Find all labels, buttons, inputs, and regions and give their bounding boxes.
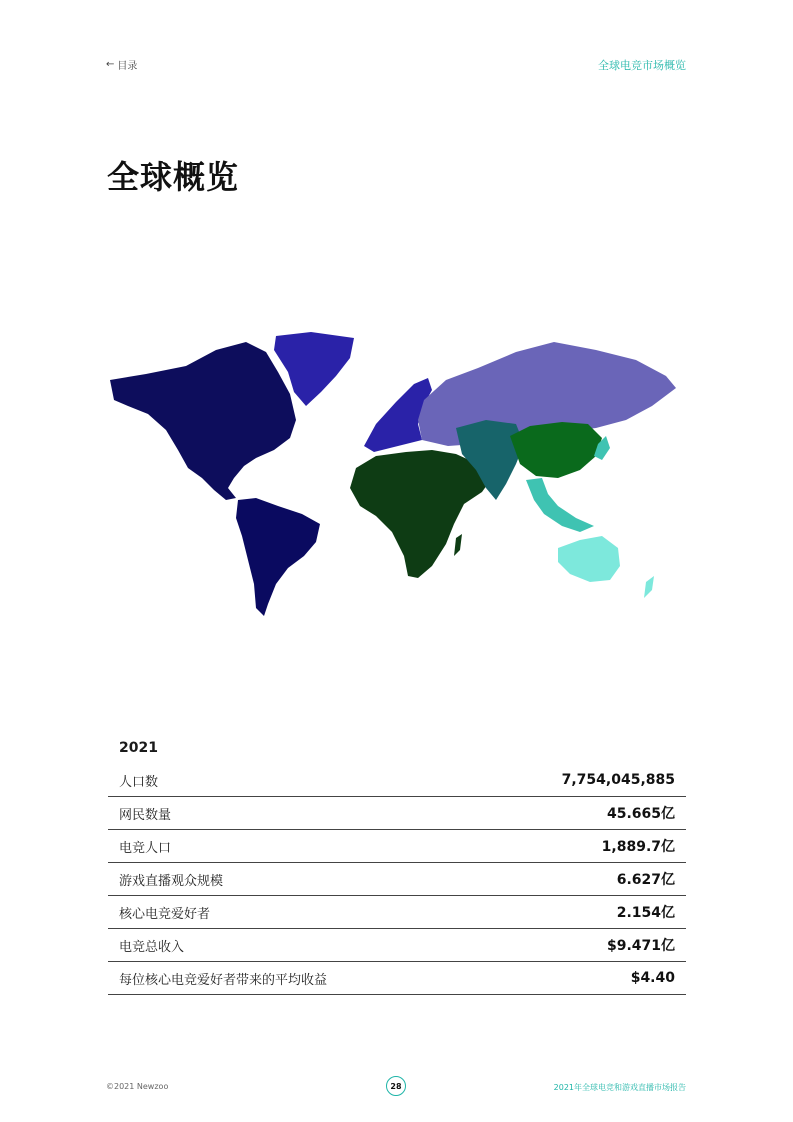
region-oceania bbox=[558, 536, 620, 582]
stats-table bbox=[108, 736, 686, 995]
table-row bbox=[108, 896, 686, 929]
region-middle-east-africa bbox=[350, 450, 492, 578]
row-value: 6.627亿 bbox=[616, 872, 675, 888]
table-row bbox=[108, 863, 686, 896]
section-title[interactable]: 全球电竞市场概览 bbox=[598, 59, 686, 72]
region-china bbox=[510, 422, 602, 478]
footer-report-title: 2021年全球电竞和游戏直播市场报告 bbox=[553, 1083, 686, 1092]
row-label: 核心电竞爱好者 bbox=[119, 906, 211, 922]
row-label: 人口数 bbox=[119, 774, 159, 790]
region-latin-america bbox=[236, 498, 320, 616]
table-row bbox=[108, 962, 686, 995]
table-row bbox=[108, 830, 686, 863]
row-value: 2.154亿 bbox=[616, 905, 675, 921]
row-label: 游戏直播观众规模 bbox=[119, 873, 224, 889]
footer-copyright: ©2021 Newzoo bbox=[106, 1082, 169, 1091]
row-label: 网民数量 bbox=[119, 807, 172, 823]
page-number-badge: 28 bbox=[386, 1076, 406, 1096]
region-southeast-asia bbox=[526, 478, 594, 532]
row-value: 7,754,045,885 bbox=[561, 772, 675, 788]
row-label: 电竞总收入 bbox=[119, 939, 185, 955]
row-value: 45.665亿 bbox=[606, 806, 675, 822]
table-row bbox=[108, 764, 686, 797]
table-row bbox=[108, 929, 686, 962]
region-madagascar bbox=[454, 534, 462, 556]
region-north-america bbox=[110, 342, 296, 500]
table-row bbox=[108, 797, 686, 830]
stats-year: 2021 bbox=[119, 740, 158, 756]
page-title: 全球概览 bbox=[107, 158, 240, 196]
row-value: $9.471亿 bbox=[606, 938, 675, 954]
region-new-zealand bbox=[644, 576, 654, 598]
toc-label: 目录 bbox=[117, 61, 138, 72]
row-label: 每位核心电竞爱好者带来的平均收益 bbox=[119, 972, 328, 988]
world-map bbox=[106, 328, 686, 618]
row-label: 电竞人口 bbox=[119, 840, 172, 856]
toc-link[interactable] bbox=[106, 57, 137, 72]
arrow-left-icon: ← bbox=[106, 59, 115, 70]
row-value: $4.40 bbox=[630, 970, 675, 986]
row-value: 1,889.7亿 bbox=[601, 839, 675, 855]
